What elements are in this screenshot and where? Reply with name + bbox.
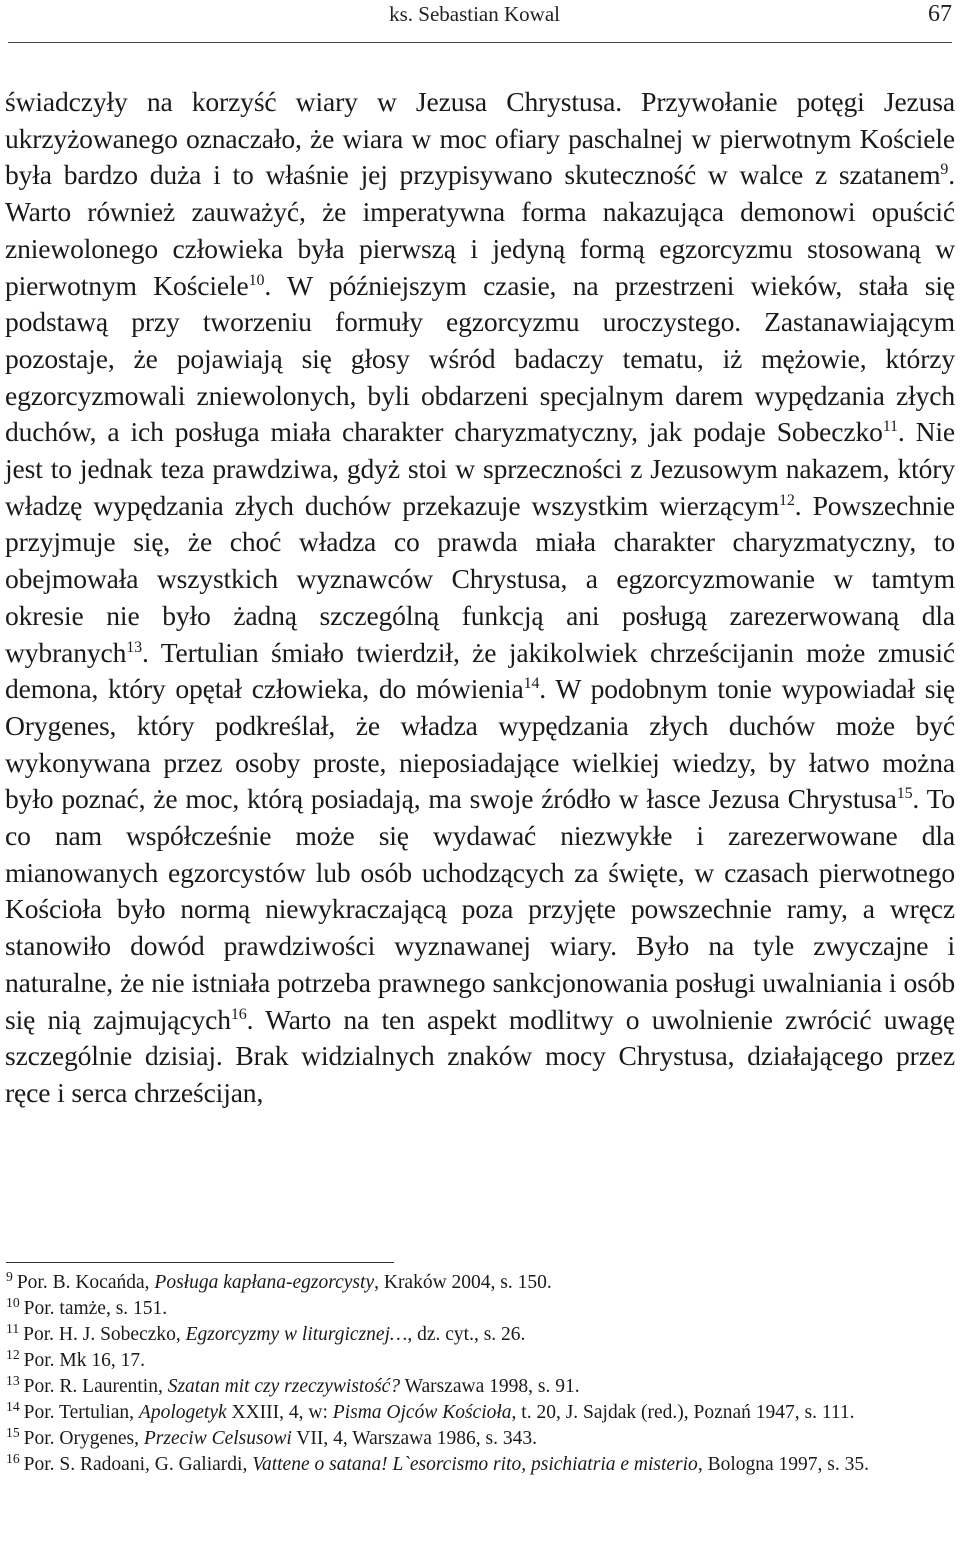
- footnote-ref[interactable]: 13: [126, 638, 142, 656]
- footnote-title: Egzorcyzmy w liturgicznej…: [185, 1324, 408, 1345]
- footnote-text: Por. R. Laurentin,: [23, 1376, 168, 1397]
- footnote-number: 10: [6, 1294, 20, 1310]
- footnote: [6, 1452, 954, 1478]
- body-paragraph: [5, 84, 955, 1112]
- footnote: [6, 1348, 954, 1374]
- footnote: [6, 1400, 954, 1426]
- footnote-text: Por. S. Radoani, G. Galiardi,: [23, 1454, 253, 1475]
- footnote-text: , Bologna 1997, s. 35.: [697, 1454, 869, 1475]
- body-text-segment: . Tertulian śmiało twierdził, że jakikolwiek chrześcijanin może zmusić demona, który opętał człowieka, do mówienia: [5, 636, 955, 705]
- body-text-segment: . Nie jest to jednak teza prawdziwa, gdyż stoi w sprzeczności z Jezusowym nakazem, który władzę wypędzania złych duchów przekazuje wszystkim wierzącym: [5, 416, 955, 521]
- footnote: [6, 1374, 954, 1400]
- footnote-title: Szatan mit czy rzeczywistość?: [167, 1376, 401, 1397]
- footnote-separator: [6, 1262, 394, 1263]
- footnote-text: VII, 4, Warszawa 1986, s. 343.: [291, 1428, 537, 1449]
- footnote: [6, 1296, 954, 1322]
- body-text-segment: . W późniejszym czasie, na przestrzeni wieków, stała się podstawą przy tworzeniu formuły egzorcyzmu uroczystego. Zastanawiającym pozostaje, że pojawiają się głosy wśród badaczy tematu, iż mężowie, którzy egzorcyzmowali zniewolonych, byli obdarzeni specjalnym darem wypędzania złych duchów, a ich posługa miała charakter charyzmatyczny, jak podaje Sobeczko: [5, 269, 955, 448]
- footnote-text: Por. H. J. Sobeczko,: [23, 1324, 186, 1345]
- footnote: [6, 1270, 954, 1296]
- footnote-title: Pisma Ojców Kościoła: [332, 1402, 512, 1423]
- footnote-text: Por. tamże, s. 151.: [23, 1298, 168, 1319]
- body-text-segment: . To co nam współcześnie może się wydawać niezwykłe i zarezerwowane dla mianowanych egzorcystów lub osób uchodzących za święte, w czasach pierwotnego Kościoła było normą niewykraczającą poza przyjęte powszechnie ramy, a wręcz stanowiło dowód prawdziwości wyznawanej wiary. Było na tyle zwyczajne i naturalne, że nie istniała potrzeba prawnego sankcjonowania posługi uwalniania i osób się nią zajmujących: [5, 783, 955, 1035]
- footnotes-section: [6, 1270, 954, 1478]
- footnote-number: 11: [6, 1320, 20, 1336]
- footnote-title: Apologetyk: [138, 1402, 227, 1423]
- footnote-title: Przeciw Celsusowi: [143, 1428, 292, 1449]
- footnote-text: , Kraków 2004, s. 150.: [374, 1272, 552, 1293]
- footnote-text: Warszawa 1998, s. 91.: [400, 1376, 580, 1397]
- footnote: [6, 1426, 954, 1452]
- footnote-text: Por. B. Kocańda,: [16, 1272, 155, 1293]
- footnote-title: Vattene o satana! L`esorcismo rito, psichiatria e misterio: [252, 1454, 698, 1475]
- footnote-number: 9: [6, 1268, 13, 1284]
- footnote-ref[interactable]: 11: [882, 418, 898, 436]
- footnote-number: 14: [6, 1398, 20, 1414]
- footnote-ref[interactable]: 16: [230, 1005, 247, 1023]
- footnote-text: XXIII, 4, w:: [226, 1402, 333, 1423]
- footnote-number: 15: [6, 1424, 20, 1440]
- header-author: ks. Sebastian Kowal: [389, 2, 560, 26]
- footnote-title: Posługa kapłana-egzorcysty: [154, 1272, 375, 1293]
- body-text-segment: . Warto na ten aspekt modlitwy o uwolnienie zwrócić uwagę szczególnie dzisiaj. Brak widzialnych znaków mocy Chrystusa, działającego przez ręce i serca chrześcijan,: [5, 1003, 956, 1108]
- body-text-segment: . W podobnym tonie wypowiadał się Orygenes, który podkreślał, że władza wypędzania złych duchów może być wykonywana przez osoby proste, nieposiadające wielkiej wiedzy, by łatwo można było poznać, że moc, którą posiadają, ma swoje źródło w łasce Jezusa Chrystusa: [5, 673, 955, 815]
- footnote-ref[interactable]: 14: [523, 675, 540, 693]
- body-text-segment: świadczyły na korzyść wiary w Jezusa Chrystusa. Przywołanie potęgi Jezusa ukrzyżowanego oznaczało, że wiara w moc ofiary paschalnej w pierwotnym Kościele była bardzo duża i to właśnie jej przypisywano skuteczność w walce z szatanem: [5, 86, 955, 191]
- footnote-text: , dz. cyt., s. 26.: [407, 1324, 526, 1345]
- footnote-ref[interactable]: 10: [248, 271, 265, 289]
- page-number: 67: [928, 1, 952, 27]
- footnote-text: , t. 20, J. Sajdak (red.), Poznań 1947, s. 111.: [511, 1402, 855, 1423]
- body-text-segment: . Powszechnie przyjmuje się, że choć władza co prawda miała charakter charyzmatyczny, to obejmowała wszystkich wyznawców Chrystusa, a egzorcyzmowanie w tamtym okresie nie było żadną szczególną funkcją ani posługą zarezerwowaną dla wybranych: [5, 489, 955, 668]
- footnote-text: Por. Orygenes,: [23, 1428, 144, 1449]
- footnote-ref[interactable]: 15: [896, 785, 913, 803]
- running-header: [8, 0, 952, 43]
- footnote-text: Por. Tertulian,: [23, 1402, 139, 1423]
- footnote-text: Por. Mk 16, 17.: [23, 1350, 145, 1371]
- footnote-number: 12: [6, 1346, 20, 1362]
- footnote-ref[interactable]: 12: [779, 491, 795, 509]
- footnote: [6, 1322, 954, 1348]
- footnote-number: 13: [6, 1372, 20, 1388]
- footnote-ref[interactable]: 9: [940, 161, 949, 179]
- footnote-number: 16: [6, 1450, 20, 1466]
- body-text-segment: . Warto również zauważyć, że imperatywna forma nakazująca demonowi opuścić zniewolonego człowieka była pierwszą i jedyną formą egzorcyzmu stosowaną w pierwotnym Kościele: [5, 159, 955, 301]
